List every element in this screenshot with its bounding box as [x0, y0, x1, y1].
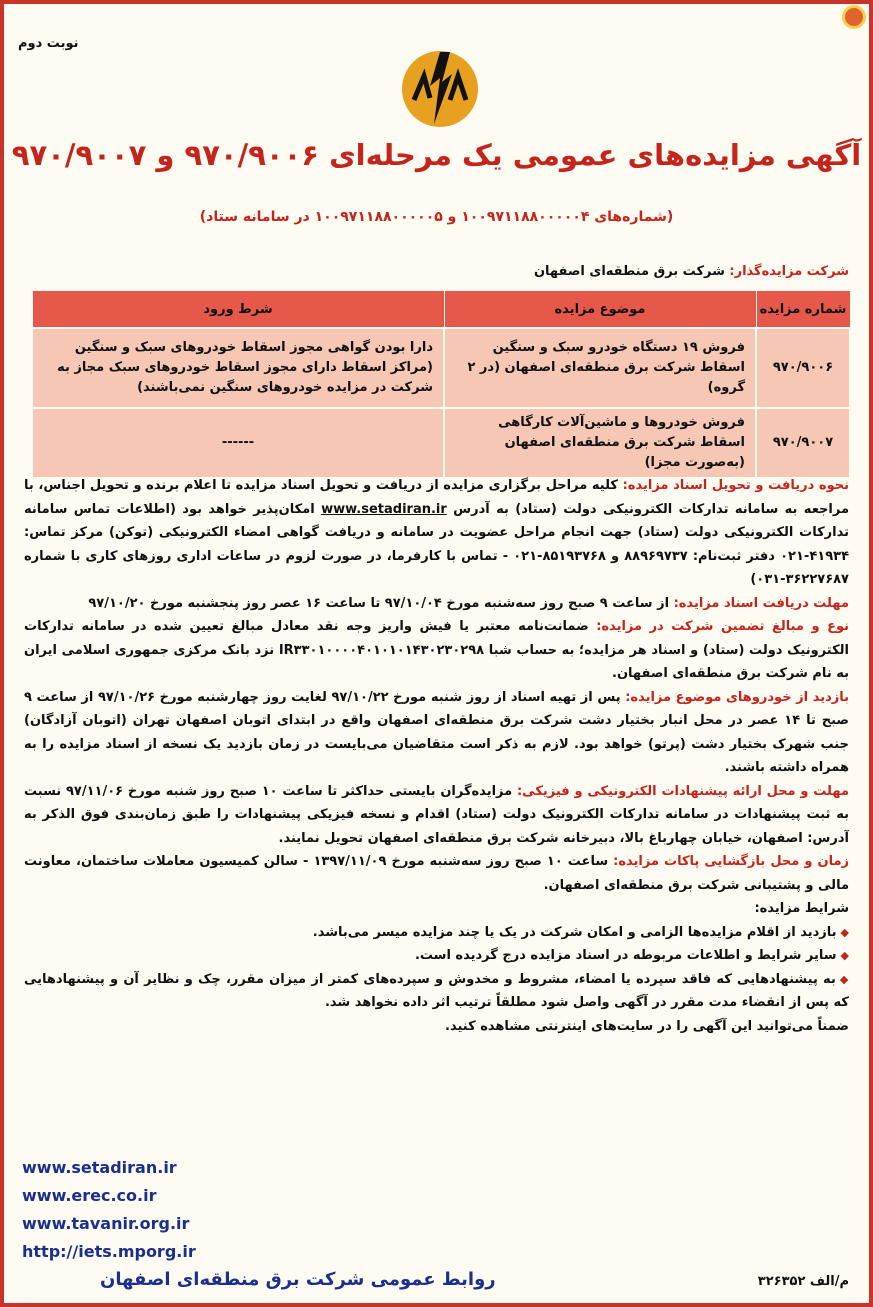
- section-text: از ساعت ۹ صبح روز سه‌شنبه مورخ ۹۷/۱۰/۰۴ تا ساعت ۱۶ عصر روز پنجشنبه مورخ ۹۷/۱۰/۲۰: [88, 595, 674, 611]
- section-visit: [24, 686, 849, 780]
- section-heading: نوع و مبالغ تضمین شرکت در مزایده:: [596, 619, 850, 634]
- header-number: شماره مزایده: [756, 291, 850, 329]
- section-text: مزایده‌گران بایستی حداکثر تا ساعت ۱۰ صبح روز شنبه مورخ ۹۷/۱۱/۰۶ نسبت به ثبت پیشنهادات در سامانه تدارکات الکترونیک دولت (ستاد) اقدام و نسخه فیزیکی پیشنهادات را طبق زمان‌بندی فوق الذکر به آدرس: اصفهان، خیابان چهارباغ بالا، دبیرخانه شرکت برق منطقه‌ای اصفهان تحویل نمایند.: [24, 783, 849, 846]
- section-text: کلیه مراحل برگزاری مزایده از دریافت و تحویل اسناد مزایده تا اعلام برنده و تحویل اجناس، با مراجعه به سامانه تدارکات الکترونیکی دولت (ستاد) به آدرس: [24, 478, 849, 517]
- ad-body: [24, 474, 849, 1038]
- section-submission: [24, 780, 849, 851]
- diamond-bullet-icon: ◆: [839, 972, 849, 986]
- section-deadline: [24, 592, 849, 616]
- footer-title: روابط عمومی شرکت برق منطقه‌ای اصفهان: [100, 1269, 496, 1290]
- page-title: آگهی مزایده‌های عمومی یک مرحله‌ای ۹۷۰/۹۰۰۶ و ۹۷۰/۹۰۰۷: [11, 138, 862, 172]
- tavanir-logo-icon: [400, 46, 480, 132]
- auctioneer-label: شرکت مزایده‌گذار:: [729, 264, 849, 279]
- condition-item: [24, 921, 849, 945]
- section-heading: مهلت دریافت اسناد مزایده:: [673, 595, 849, 611]
- page-subtitle: (شماره‌های ۱۰۰۹۷۱۱۸۸۰۰۰۰۰۴ و ۱۰۰۹۷۱۱۸۸۰۰۰۰۰۵ در سامانه ستاد): [199, 209, 674, 225]
- section-guarantee: [24, 615, 849, 686]
- website-link[interactable]: www.tavanir.org.ir: [22, 1214, 190, 1233]
- table-row: [32, 408, 850, 478]
- table-row: [32, 328, 850, 408]
- header-condition: شرط ورود: [32, 291, 444, 329]
- section-opening: [24, 850, 849, 897]
- website-link[interactable]: www.setadiran.ir: [22, 1158, 177, 1177]
- section-heading: نحوه دریافت و تحویل اسناد مزایده:: [622, 478, 849, 493]
- condition-item: [24, 944, 849, 968]
- diamond-bullet-icon: ◆: [840, 949, 849, 962]
- auction-subject: فروش خودروها و ماشین‌آلات کارگاهی اسقاط شرکت برق منطقه‌ای اصفهان (به‌صورت مجزا): [444, 408, 756, 478]
- section-heading: زمان و محل بازگشایی پاکات مزایده:: [613, 854, 850, 869]
- auctioneer-value: شرکت برق منطقه‌ای اصفهان: [533, 264, 730, 279]
- auction-condition: ------: [32, 408, 444, 478]
- section-documents: [24, 474, 849, 592]
- condition-text: سایر شرایط و اطلاعات مربوطه در اسناد مزایده درج گردیده است.: [414, 948, 837, 963]
- auction-number: ۹۷۰/۹۰۰۷: [756, 408, 850, 478]
- setadiran-link[interactable]: www.setadiran.ir: [321, 501, 447, 517]
- condition-text: بازدید از اقلام مزایده‌ها الزامی و امکان شرکت در یک یا چند مزایده میسر می‌باشد.: [312, 924, 837, 940]
- website-list: [22, 1154, 196, 1266]
- header-subject: موضوع مزایده: [444, 291, 756, 329]
- section-heading: مهلت و محل ارائه پیشنهادات الکترونیکی و فیزیکی:: [516, 783, 849, 799]
- website-link[interactable]: www.erec.co.ir: [22, 1186, 157, 1205]
- table-header-row: [32, 291, 850, 329]
- closing-note: ضمناً می‌توانید این آگهی را در سایت‌های اینترنتی مشاهده کنید.: [445, 1018, 849, 1034]
- ad-code: م/الف ۳۲۶۳۵۲: [757, 1274, 849, 1289]
- section-text: ساعت ۱۰ صبح روز سه‌شنبه مورخ ۱۳۹۷/۱۱/۰۹ - سالن کمیسیون معاملات ساختمان، معاونت مالی و پشتیبانی شرکت برق منطقه‌ای اصفهان.: [24, 854, 849, 893]
- auction-table: [31, 290, 851, 479]
- section-heading: بازدید از خودروهای موضوع مزایده:: [625, 689, 850, 705]
- section-text: ضمانت‌نامه معتبر یا فیش واریز وجه نقد معادل مبالغ تعیین شده در سامانه تدارکات الکترونیک دولت (ستاد) و اسناد هر مزایده؛ به حساب شبا IR۳۳۰۱۰۰۰۰۴۰۱۰۱۰۱۴۳۰۲۳۰۲۹۸ نزد بانک مرکزی جمهوری اسلامی ایران به نام شرکت برق منطقه‌ای اصفهان.: [24, 619, 849, 681]
- website-link[interactable]: http://iets.mporg.ir: [22, 1242, 196, 1261]
- auction-subject: فروش ۱۹ دستگاه خودرو سبک و سنگین اسقاط شرکت برق منطقه‌ای اصفهان (در ۲ گروه): [444, 328, 756, 408]
- section-text: امکان‌پذیر خواهد بود (اطلاعات تماس سامانه تدارکات الکترونیکی دولت (ستاد) جهت انجام مراحل عضویت در سامانه و دریافت گواهی امضاء الکترونیکی (توکن) مرکز تماس: ۴۱۹۳۴-۰۲۱ دفتر ثبت‌نام: ۸۸۹۶۹۷۳۷ و ۸۵۱۹۳۷۶۸-۰۲۱ - تماس با کارفرما، در صورت لزوم در ساعات اداری روزهای کاری با شماره ۳۶۲۲۷۶۸۷-۰۳۱): [24, 501, 850, 587]
- condition-item: [24, 968, 849, 1015]
- auctioneer-line: [534, 264, 849, 279]
- diamond-bullet-icon: ◆: [840, 925, 849, 939]
- condition-text: به پیشنهادهایی که فاقد سپرده یا امضاء، مشروط و مخدوش و سپرده‌های کمتر از میزان مقرر، چک و نظایر آن و پیشنهادهایی که پس از انقضاء مدت مقرر در آگهی واصل شود مطلقاً ترتیب اثر داده نخواهد شد.: [24, 971, 849, 1010]
- conditions-title: شرایط مزایده:: [754, 901, 849, 916]
- corner-dot-icon: [845, 8, 863, 26]
- auction-number: ۹۷۰/۹۰۰۶: [756, 328, 850, 408]
- section-text: پس از تهیه اسناد از روز شنبه مورخ ۹۷/۱۰/۲۲ لغایت روز چهارشنبه مورخ ۹۷/۱۰/۲۶ از ساعت ۹ صبح تا ۱۴ عصر در محل انبار بختیار دشت شرکت برق منطقه‌ای اصفهان واقع در ابتدای اتوبان اصفهان تهران (اتوبان آزادگان) جنب شهرک بختیار دشت (پرتو) خواهد بود. لازم به ذکر است متقاضیان می‌بایست در زمان بازدید یک نسخه از اسناد مزایده را به همراه داشته باشند.: [24, 689, 849, 775]
- auction-condition: دارا بودن گواهی مجوز اسقاط خودروهای سبک و سنگین (مراکز اسقاط دارای مجوز اسقاط خودروهای سبک مجاز به شرکت در مزایده خودروهای سنگین نمی‌باشند): [32, 328, 444, 408]
- issue-label: نوبت دوم: [18, 36, 79, 51]
